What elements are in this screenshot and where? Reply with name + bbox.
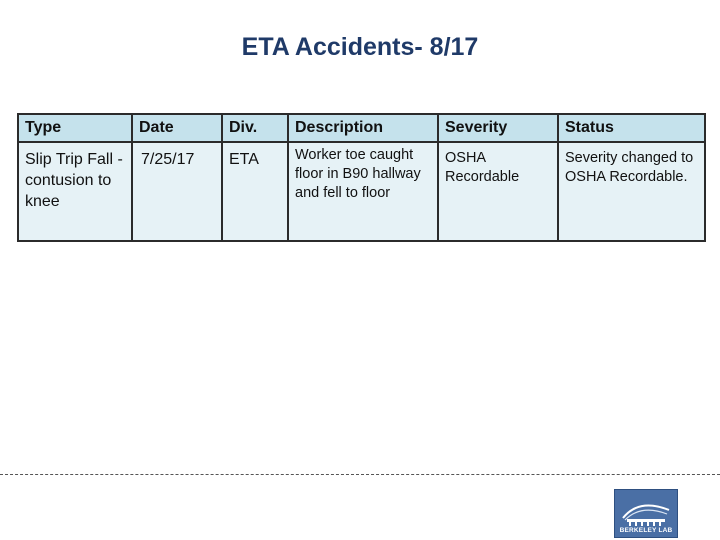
header-date: Date (132, 114, 222, 142)
header-div: Div. (222, 114, 288, 142)
cell-type: Slip Trip Fall - contusion to knee (18, 142, 132, 241)
cell-div: ETA (222, 142, 288, 241)
berkeley-lab-logo (614, 489, 678, 538)
header-description: Description (288, 114, 438, 142)
cell-severity: OSHA Recordable (438, 142, 558, 241)
accidents-table (17, 113, 706, 242)
footer-divider (0, 474, 720, 475)
logo-text: BERKELEY LAB (619, 527, 673, 534)
slide-title: ETA Accidents- 8/17 (241, 33, 479, 61)
cell-date: 7/25/17 (132, 142, 222, 241)
cell-status: Severity changed to OSHA Recordable. (558, 142, 705, 241)
table-row (18, 142, 705, 241)
header-type-date (18, 114, 132, 142)
header-severity: Severity (438, 114, 558, 142)
header-status: Status (558, 114, 705, 142)
table-header-row (18, 114, 705, 142)
cell-description: Worker toe caught floor in B90 hallway and fell to floor (288, 142, 438, 241)
header-type: Type (25, 119, 62, 136)
